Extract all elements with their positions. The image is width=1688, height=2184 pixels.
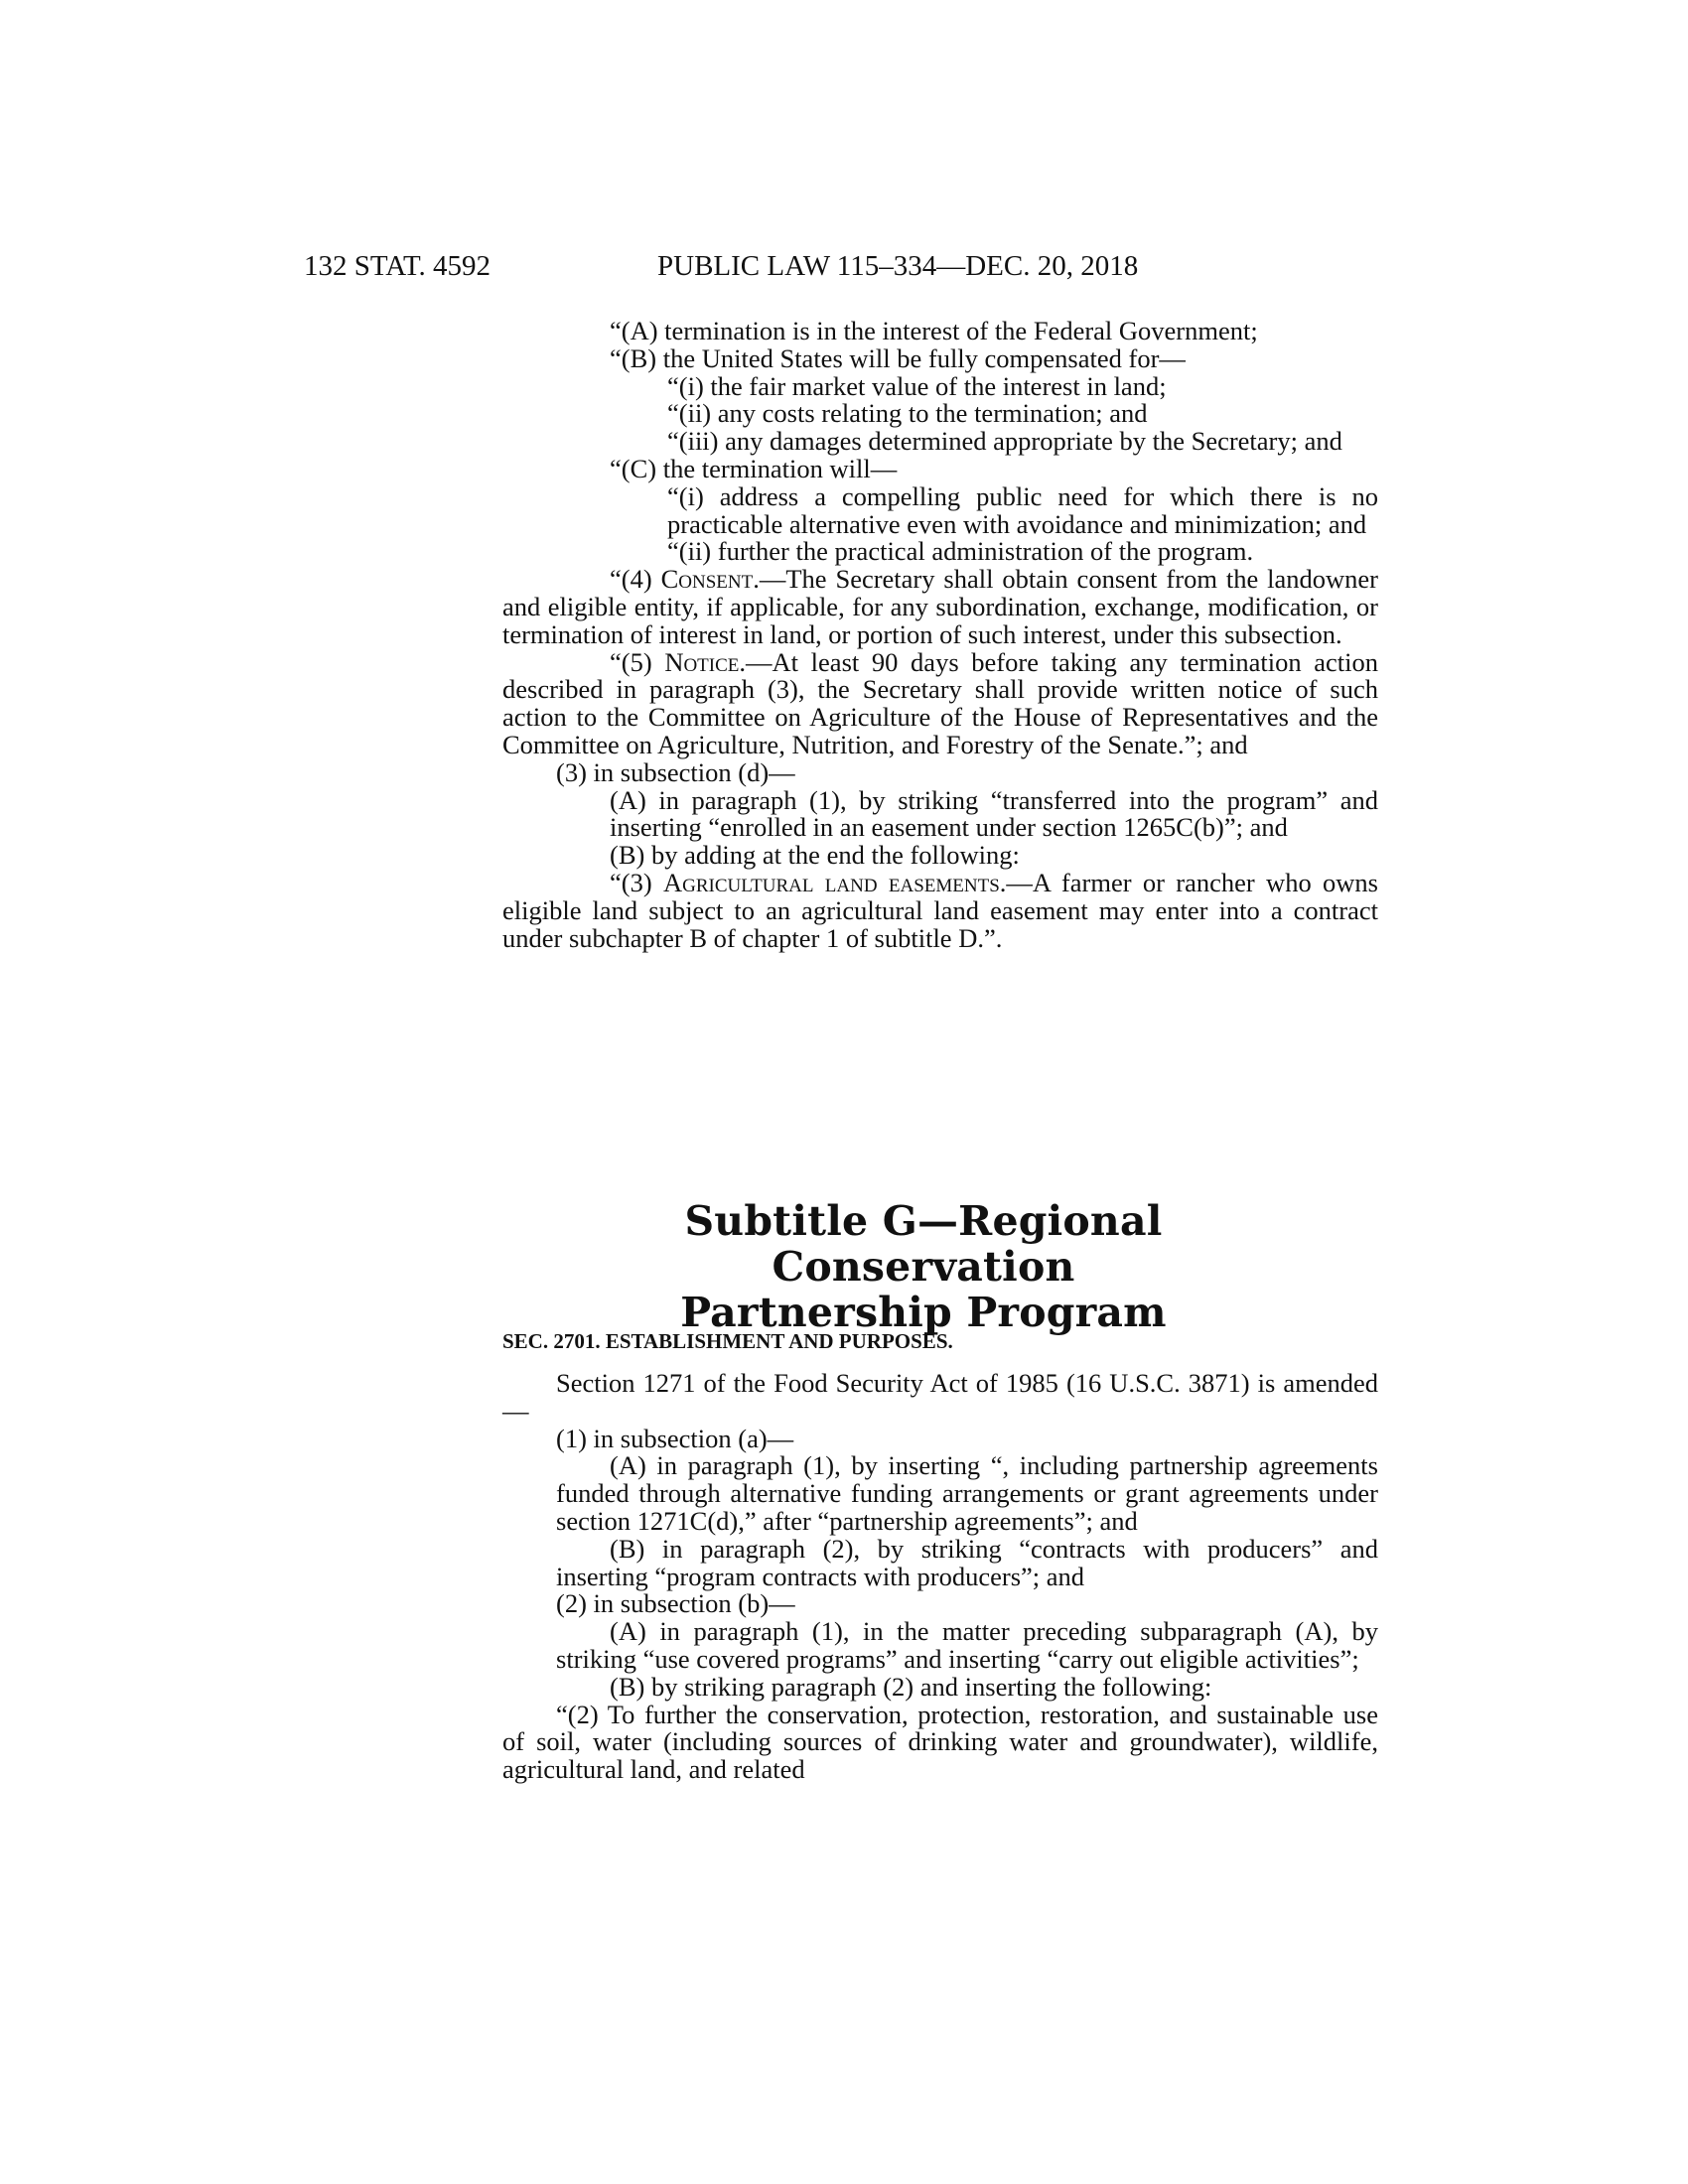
section-heading: SEC. 2701. ESTABLISHMENT AND PURPOSES. — [502, 1329, 953, 1353]
para-C-termination-will: “(C) the termination will— — [610, 453, 898, 483]
para-4-consent: “(4) Consent.—The Secretary shall obtain consent from the landowner and eligible entity, if applicable, for any subordination, exchange, modification, or termination of interest in land, or portion of such interest, under this subsection. — [502, 564, 1379, 649]
para-3-subsection-d: (3) in subsection (d)— — [556, 756, 795, 787]
stat-page-number: 132 STAT. 4592 — [304, 250, 492, 282]
para-section-1271: Section 1271 of the Food Security Act of 1985 (16 U.S.C. 3871) is amended— — [502, 1368, 1378, 1426]
para-3-ag-easements: “(3) Agricultural land easements.—A farmer or rancher who owns eligible land subject to an agricultural land easement may enter into a contract under subchapter B of chapter 1 of subtitle D.”. — [502, 867, 1378, 953]
para-2-conservation: “(2) To further the conservation, protection, restoration, and sustainable use of soil, water (including sources of drinking water and groundwater), wildlife, agricultural land, and related — [502, 1699, 1378, 1785]
page-header — [304, 246, 1384, 286]
para-B-compensated: “(B) the United States will be fully compensated for— — [610, 342, 1186, 373]
body-text-upper — [502, 316, 1379, 953]
para-iii-damages: “(iii) any damages determined appropriate by the Secretary; and — [667, 426, 1342, 457]
para-A-partnership: (A) in paragraph (1), by inserting “, including partnership agreements funded through alternative funding arrangements or grant agreements under section 1271C(d),” after “partnership agreements”; and — [556, 1450, 1378, 1536]
subtitle-line-2: Partnership Program — [680, 1289, 1167, 1336]
notice-heading: Notice — [664, 646, 740, 677]
para-i-compelling-need: “(i) address a compelling public need for which there is no practicable alternative even with avoidance and minimization; and — [667, 480, 1378, 539]
para-ii-practical-admin: “(ii) further the practical administration of the program. — [667, 536, 1254, 567]
para-i-fair-market: “(i) the fair market value of the interest in land; — [667, 370, 1167, 401]
para-5-notice: “(5) Notice.—At least 90 days before taking any termination action described in paragraph (3), the Secretary shall provide written notice of such action to the Committee on Agriculture of the House of Representatives and the Committee on Agriculture, Nutrition, and Forestry of the Senate.”; and — [502, 646, 1378, 759]
para-B-striking: (B) by striking paragraph (2) and inserting the following: — [610, 1671, 1212, 1702]
subtitle-heading — [556, 1198, 1291, 1335]
para-A-termination: “(A) termination is in the interest of the Federal Government; — [610, 316, 1258, 345]
body-text-lower — [502, 1370, 1378, 1784]
para-ii-costs: “(ii) any costs relating to the termination; and — [667, 398, 1148, 429]
para-A-paragraph-1: (A) in paragraph (1), by striking “transferred into the program” and inserting “enrolled in an easement under section 1265C(b)”; and — [610, 784, 1378, 843]
para-2-subsection-b: (2) in subsection (b)— — [556, 1588, 795, 1619]
subtitle-line-1: Subtitle G—Regional Conservation — [684, 1197, 1163, 1291]
ag-easements-heading: Agricultural land easements — [663, 867, 1000, 897]
para-B-contracts: (B) in paragraph (2), by striking “contracts with producers” and inserting “program contracts with producers”; and — [556, 1533, 1378, 1591]
consent-heading: Consent — [660, 564, 754, 595]
public-law-citation: PUBLIC LAW 115–334—DEC. 20, 2018 — [657, 250, 1139, 282]
para-1-subsection-a: (1) in subsection (a)— — [556, 1423, 794, 1453]
para-A-matter-preceding: (A) in paragraph (1), in the matter preceding subparagraph (A), by striking “use covered programs” and inserting “carry out eligible activities”; — [556, 1616, 1378, 1674]
para-B-adding: (B) by adding at the end the following: — [610, 840, 1020, 871]
